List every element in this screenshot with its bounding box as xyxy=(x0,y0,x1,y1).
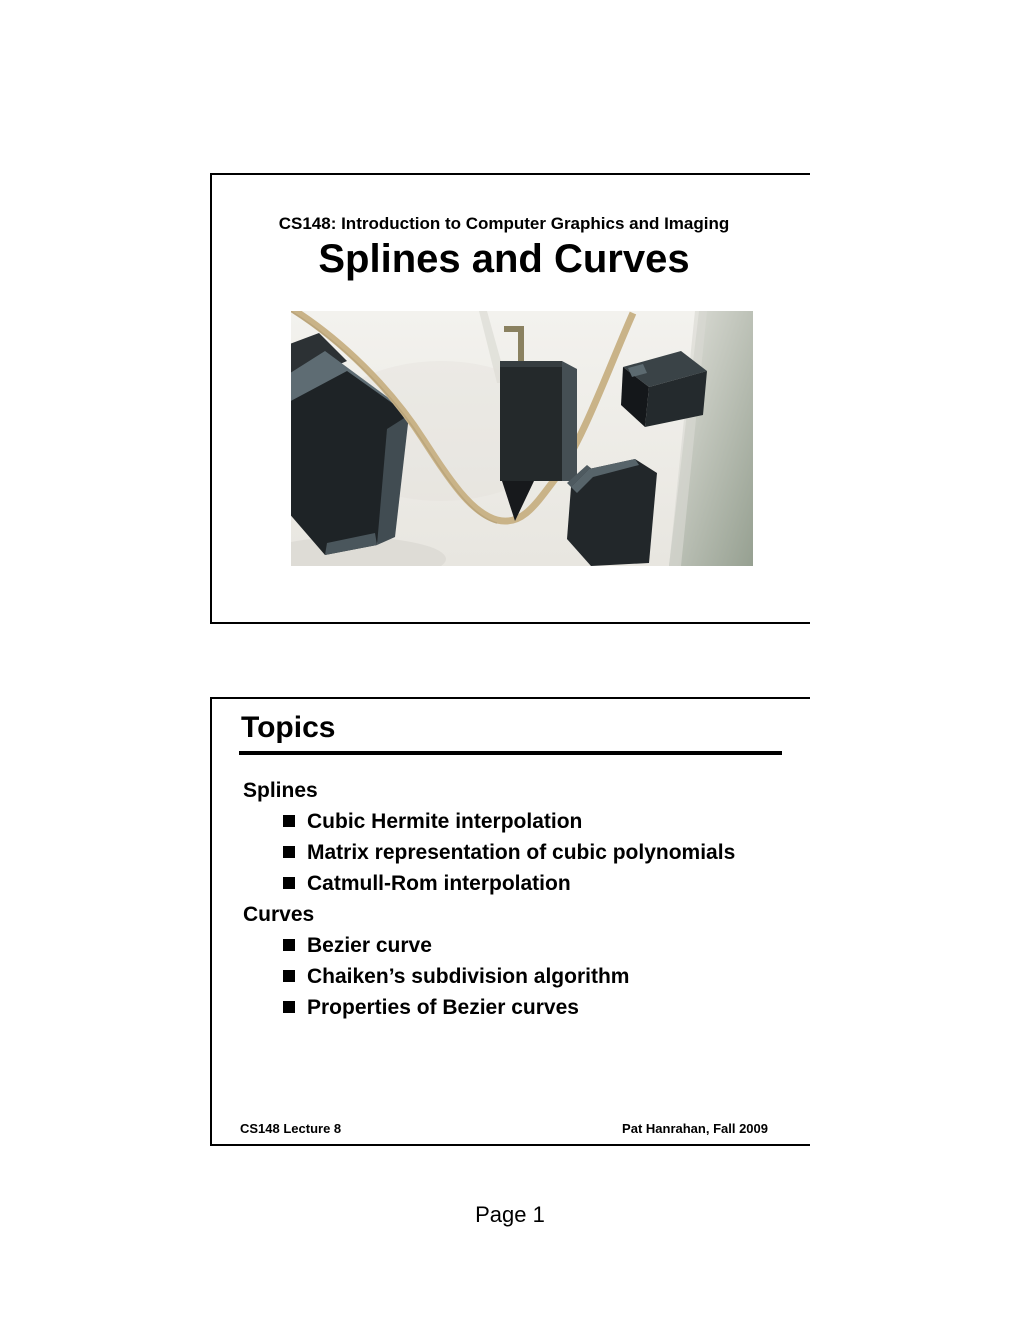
spline-ducks-photo xyxy=(291,311,753,566)
heading-rule xyxy=(239,751,782,755)
list-item: Properties of Bezier curves xyxy=(212,992,810,1023)
page-number-label: Page 1 xyxy=(475,1202,545,1227)
course-header: CS148: Introduction to Computer Graphics and Imaging xyxy=(278,214,730,233)
list-item: Cubic Hermite interpolation xyxy=(212,806,810,837)
square-bullet-icon xyxy=(283,815,295,827)
slide-1-title-slide xyxy=(210,173,810,624)
slide-title: Splines and Curves xyxy=(318,237,690,281)
square-bullet-icon xyxy=(283,846,295,858)
square-bullet-icon xyxy=(283,1001,295,1013)
list-item: Chaiken’s subdivision algorithm xyxy=(212,961,810,992)
list-item: Catmull-Rom interpolation xyxy=(212,868,810,899)
footer-lecture-label: CS148 Lecture 8 xyxy=(240,1121,342,1136)
slide-footer xyxy=(240,1121,768,1136)
square-bullet-icon xyxy=(283,877,295,889)
square-bullet-icon xyxy=(283,939,295,951)
footer-author-label: Pat Hanrahan, Fall 2009 xyxy=(622,1121,768,1136)
topics-heading: Topics xyxy=(241,711,336,744)
square-bullet-icon xyxy=(283,970,295,982)
group-label-splines: Splines xyxy=(243,779,318,802)
topics-list xyxy=(212,775,810,1023)
duck-block-bottom-right xyxy=(567,459,657,566)
group-label-curves: Curves xyxy=(243,903,315,926)
list-item: Bezier curve xyxy=(212,930,810,961)
list-item: Matrix representation of cubic polynomials xyxy=(212,837,810,868)
slide-2-topics-slide xyxy=(210,697,810,1146)
